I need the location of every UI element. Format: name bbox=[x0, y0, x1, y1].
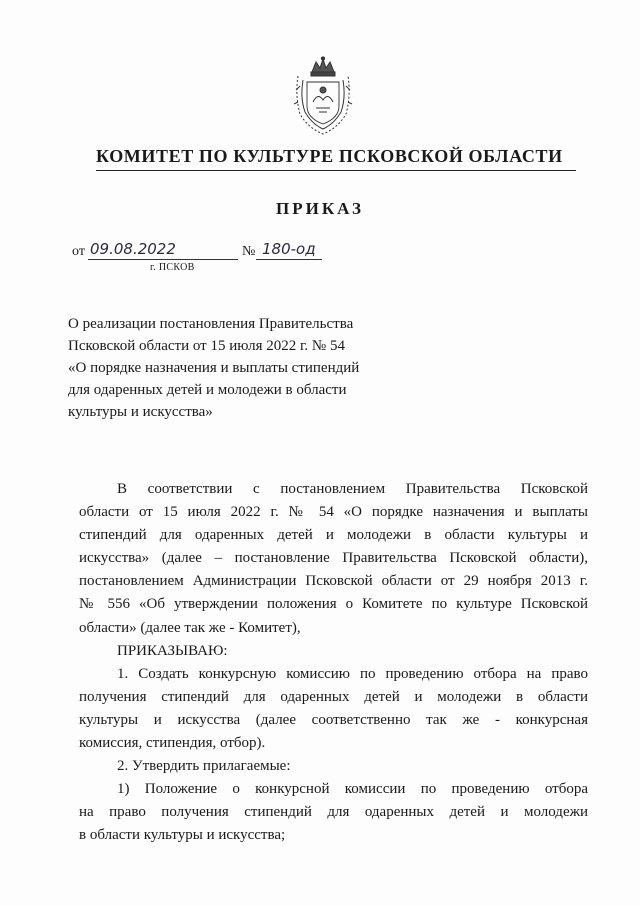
body-line: В соответствии с постановлением Правительства Псковской bbox=[117, 481, 588, 497]
subject-line: «О порядке назначения и выплаты стипендий bbox=[68, 360, 360, 376]
number-prefix: № bbox=[242, 244, 256, 259]
organization-name: КОМИТЕТ ПО КУЛЬТУРЕ ПСКОВСКОЙ ОБЛАСТИ bbox=[96, 146, 563, 166]
order-body bbox=[79, 478, 588, 848]
body-line: комиссия, стипендия, отбор). bbox=[79, 735, 266, 752]
date-prefix: от bbox=[72, 244, 85, 259]
body-line: № 556 «Об утверждении положения о Комитете по культуре Псковской bbox=[79, 596, 588, 613]
body-line: 1) Положение о конкурсной комиссии по проведению отбора bbox=[117, 781, 588, 798]
number-underline bbox=[256, 259, 322, 260]
subject-line: О реализации постановления Правительства bbox=[68, 316, 354, 332]
order-subject bbox=[68, 313, 428, 423]
body-line: искусства» (далее – постановление Правительства Псковской области), bbox=[79, 550, 588, 567]
body-line: культуры и искусства (далее соответственно так же - конкурсная bbox=[79, 711, 588, 728]
subject-line: Псковской области от 15 июля 2022 г. № 54 bbox=[68, 338, 345, 354]
coat-of-arms-emblem bbox=[292, 56, 354, 138]
subject-line: для одаренных детей и молодежи в области bbox=[68, 382, 347, 398]
body-line: получения стипендий для одаренных детей и молодежи в области bbox=[79, 688, 588, 705]
organization-underline bbox=[96, 170, 576, 171]
city-label: г. ПСКОВ bbox=[150, 262, 195, 273]
body-line: ПРИКАЗЫВАЮ: bbox=[117, 642, 228, 659]
body-line: постановлением Администрации Псковской области от 29 ноября 2013 г. bbox=[79, 573, 588, 590]
order-date: 09.08.2022 bbox=[90, 240, 176, 258]
subject-line: культуры и искусства» bbox=[68, 404, 213, 420]
body-line: стипендий для одаренных детей и молодежи в области культуры и bbox=[79, 527, 588, 544]
document-type: ПРИКАЗ bbox=[276, 199, 364, 218]
body-line: области» (далее так же - Комитет), bbox=[79, 619, 301, 636]
body-line: 1. Создать конкурсную комиссию по проведению отбора на право bbox=[117, 665, 588, 682]
order-number: 180-од bbox=[262, 240, 316, 258]
body-line: 2. Утвердить прилагаемые: bbox=[117, 758, 291, 775]
date-underline bbox=[88, 259, 238, 260]
body-line: в области культуры и искусства; bbox=[79, 827, 286, 844]
body-line: на право получения стипендий для одаренных детей и молодежи bbox=[79, 804, 588, 821]
body-line: области от 15 июля 2022 г. № 54 «О порядке назначения и выплаты bbox=[79, 504, 588, 521]
